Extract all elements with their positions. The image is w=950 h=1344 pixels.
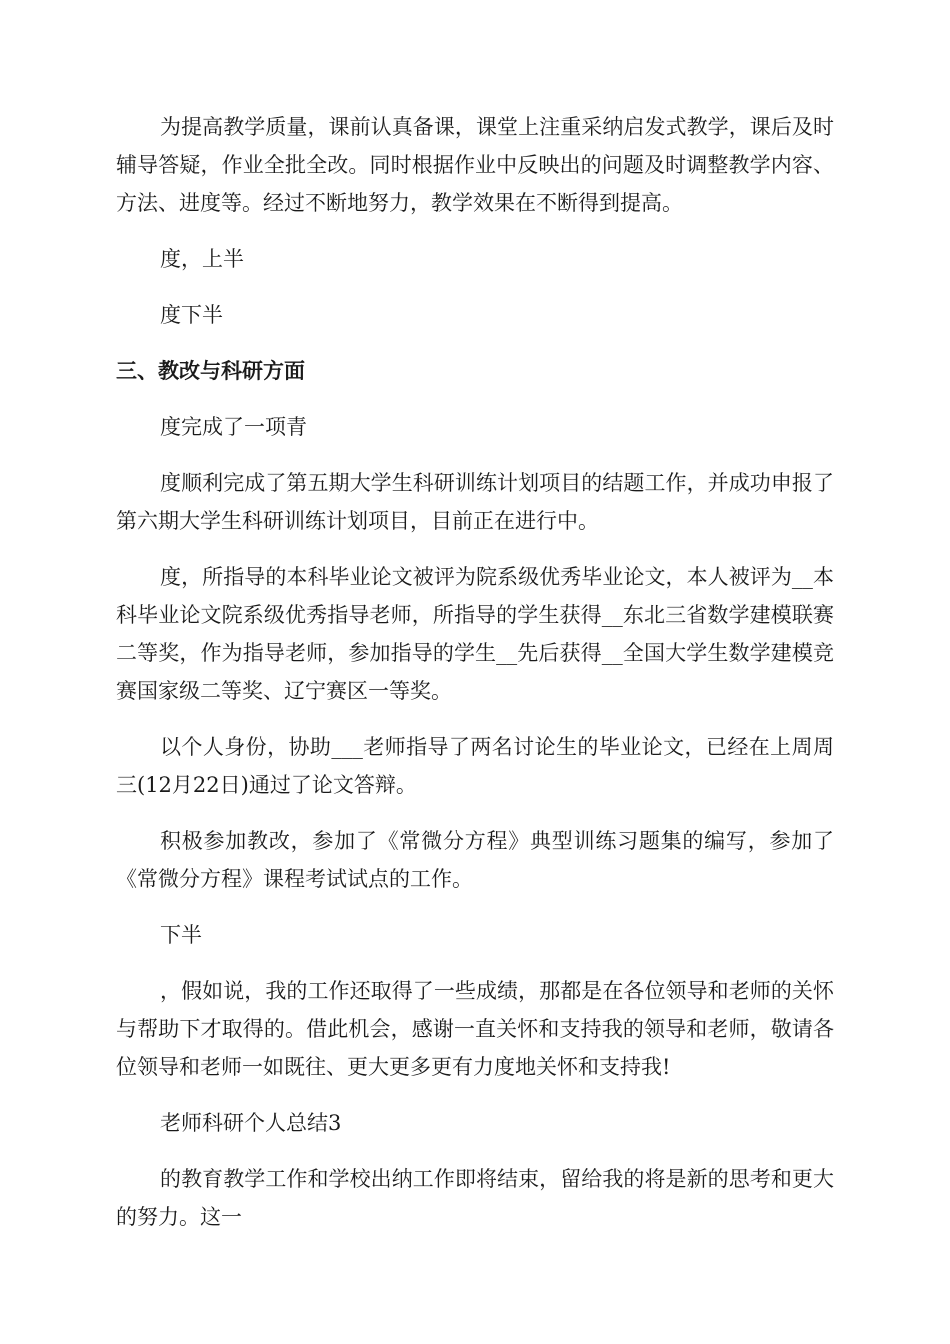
document-body [116, 108, 834, 1254]
paragraph-teaching-quality: 为提高教学质量，课前认真备课，课堂上注重采纳启发式教学，课后及时辅导答疑，作业全批全改。同时根据作业中反映出的问题及时调整教学内容、方法、进度等。经过不断地努力，教学效果在不断得到提高。 [116, 115, 834, 215]
section-heading: 三、教改与科研方面 [116, 359, 305, 383]
paragraph-closing: 的教育教学工作和学校出纳工作即将结束，留给我的将是新的思考和更大的努力。这一 [116, 1167, 834, 1229]
paragraph-thesis-assist: 以个人身份，协助___老师指导了两名讨论生的毕业论文，已经在上周周三(12月22日)通过了论文答辩。 [116, 735, 834, 797]
paragraph-research-training: 度顺利完成了第五期大学生科研训练计划项目的结题工作，并成功申报了第六期大学生科研训练计划项目，目前正在进行中。 [116, 471, 834, 533]
paragraph-thesis-awards: 度，所指导的本科毕业论文被评为院系级优秀毕业论文，本人被评为__本科毕业论文院系级优秀指导老师，所指导的学生获得__东北三省数学建模联赛二等奖，作为指导老师，参加指导的学生__先后获得__全国大学生数学建模竞赛国家级二等奖、辽宁赛区一等奖。 [116, 565, 834, 703]
paragraph-second-half-2: 下半 [160, 923, 202, 947]
paragraph-summary-title: 老师科研个人总结3 [160, 1111, 342, 1135]
paragraph-thanks: ，假如说，我的工作还取得了一些成绩，那都是在各位领导和老师的关怀与帮助下才取得的。借此机会，感谢一直关怀和支持我的领导和老师，敬请各位领导和老师一如既往、更大更多更有力度地关怀和支持我! [116, 979, 834, 1079]
paragraph-teaching-reform: 积极参加教改，参加了《常微分方程》典型训练习题集的编写，参加了《常微分方程》课程考试试点的工作。 [116, 829, 834, 891]
paragraph-first-half: 度，上半 [160, 247, 244, 271]
paragraph-completed-project: 度完成了一项青 [160, 415, 307, 439]
paragraph-second-half: 度下半 [160, 303, 223, 327]
